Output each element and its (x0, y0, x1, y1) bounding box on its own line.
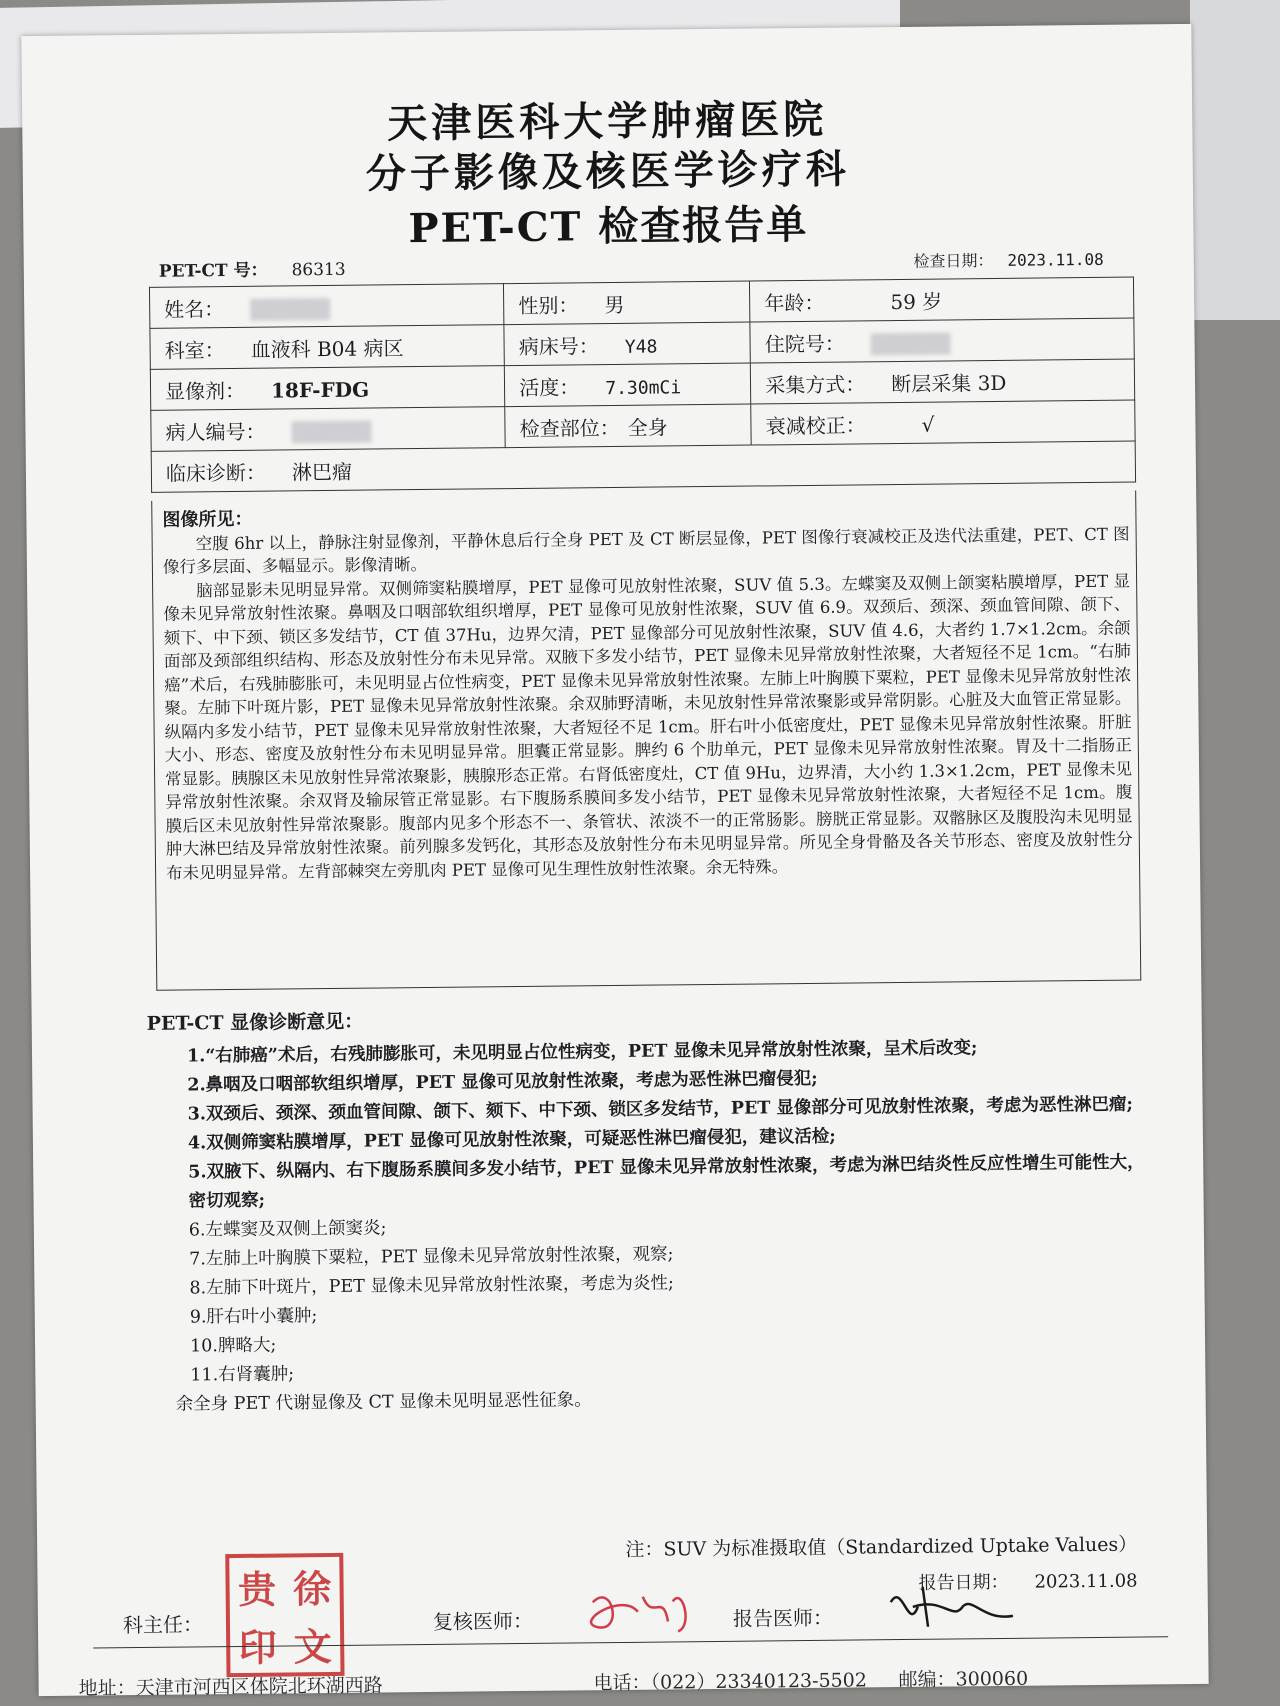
exam-date-label: 检查日期： (913, 251, 994, 271)
diagnosis-item: 11.右肾囊肿; (190, 1364, 295, 1386)
dept-cell (150, 325, 505, 370)
site-label: 检查部位： (519, 415, 620, 441)
findings-section (151, 491, 1141, 991)
activity-cell (505, 363, 751, 407)
name-label: 姓名： (164, 296, 225, 322)
redacted-patient-no (291, 421, 371, 444)
reviewer-signature (583, 1581, 704, 1642)
stamp-char: 印 (238, 1625, 277, 1670)
background-paper-edge (1190, 0, 1280, 320)
clinical-label: 临床诊断： (165, 460, 267, 486)
mode-value: 断层采集 3D (891, 370, 1007, 396)
exam-date-value: 2023.11.08 (1007, 249, 1104, 270)
stamp-char: 文 (293, 1624, 332, 1670)
agent-label: 显像剂： (164, 378, 246, 404)
findings-paragraph-2: 脑部显影未见明显异常。双侧筛窦粘膜增厚，PET 显像可见放射性浓聚，SUV 值 5.3。左蝶窦及双侧上颌窦粘膜增厚，PET 显像未见异常放射性浓聚。鼻咽及口咽部软组织增厚，PET 显像可见放射性浓聚，SUV 值 6.9。双颈后、颈深、颈血管间隙、颌下、颏下、中下颈、锁区多发结节，CT 值 37Hu，边界欠清，PET 显像部分可见放射性浓聚，SUV 值 4.6，大者约 1.7×1.2cm。余颌面部及颈部组织结构、形态及放射性分布未见异常。双腋下多发小结节，PET 显像未见异常放射性浓聚，大者短径不足 1cm。“右肺癌”术后，右残肺膨胀可，未见明显占位性病变，PET 显像未见异常放射性浓聚。左肺上叶胸膜下粟粒，PET 显像未见异常放射性浓聚。左肺下叶斑片影，PET 显像未见异常放射性浓聚。余双肺野清晰，未见放射性异常浓聚影或异常阴影。心脏及大血管正常显影。纵隔内多发小结节，PET 显像未见异常放射性浓聚，大者短径不足 1cm。肝右叶小低密度灶，PET 显像未见异常放射性浓聚。肝脏大小、形态、密度及放射性分布未见明显异常。胆囊正常显影。脾约 6 个肋单元，PET 显像未见异常放射性浓聚。胃及十二指肠正常显影。胰腺区未见放射性异常浓聚影，胰腺形态正常。右肾低密度灶，CT 值 9Hu，边界清，大小约 1.3×1.2cm，PET 显像未见异常放射性浓聚。余双肾及输尿管正常显影。右下腹肠系膜间多发小结节，PET 显像未见异常放射性浓聚，大者短径不足 1cm。腹膜后区未见放射性异常浓聚影。腹部内见多个形态不一、条管状、浓淡不一的正常肠影。膀胱正常显影。双髂脉区及腹股沟未见明显肿大淋巴结及异常放射性浓聚。前列腺多发钙化，其形态及放射性分布未见明显异常。所见全身骨骼及各关节形态、密度及放射性分布未见明显异常。左背部棘突左旁肌肉 PET 显像可见生理性放射性浓聚。余无特殊。 (163, 571, 1133, 883)
sex-cell (504, 281, 750, 325)
address: 地址：天津市河西区体院北环湖西路 (78, 1674, 383, 1700)
dept-label: 科室： (164, 337, 225, 363)
patient-no-cell (151, 407, 506, 452)
agent-cell (150, 366, 505, 411)
suv-note: 注：SUV 为标准摄取值（Standardized Uptake Values） (625, 1533, 1138, 1561)
diagnosis-item: 2.鼻咽及口咽部软组织增厚，PET 显像可见放射性浓聚，考虑为恶性淋巴瘤侵犯; (187, 1068, 818, 1096)
petct-number (159, 255, 346, 282)
diagnosis-title: PET-CT 显像诊断意见： (146, 1010, 364, 1035)
diagnosis-item: 10.脾略大; (189, 1335, 277, 1357)
decay-check: √ (921, 412, 935, 437)
site-cell (505, 404, 751, 448)
redacted-admission (871, 332, 951, 355)
findings-title: 图像所见： (162, 508, 253, 531)
report-date-value: 2023.11.08 (1034, 1570, 1138, 1593)
name-cell (149, 284, 504, 329)
diagnosis-item: 8.左肺下叶斑片，PET 显像未见异常放射性浓聚，考虑为炎性; (189, 1273, 674, 1299)
clinical-value: 淋巴瘤 (291, 459, 353, 484)
department-name: 分子影像及核医学诊疗科 (365, 145, 851, 198)
stamp-char: 贵 (237, 1567, 277, 1613)
reviewer-label: 复核医师： (432, 1608, 534, 1634)
report-sheet (21, 24, 1208, 1700)
activity-value: 7.30mCi (605, 376, 682, 399)
admission-cell (750, 318, 1134, 363)
petct-number-label: PET-CT 号： (158, 260, 268, 282)
signature-row (93, 1586, 1168, 1648)
bed-label: 病床号： (518, 333, 599, 359)
reporter-signature (883, 1576, 1024, 1637)
site-value: 全身 (627, 414, 668, 440)
age-value: 59 岁 (890, 289, 943, 314)
diagnosis-item: 5.双腋下、纵隔内、右下腹肠系膜间多发小结节，PET 显像未见异常放射性浓聚，考虑为淋巴结炎性反应性增生可能性大，密切观察; (188, 1152, 1145, 1212)
patient-no-label: 病人编号： (165, 419, 266, 445)
diagnosis-item: 4.双侧筛窦粘膜增厚，PET 显像可见放射性浓聚，可疑恶性淋巴瘤侵犯，建议活检; (187, 1126, 836, 1154)
admission-label: 住院号： (764, 331, 845, 356)
diagnosis-item: 7.左肺上叶胸膜下粟粒，PET 显像未见异常放射性浓聚，观察; (189, 1244, 674, 1270)
director-label: 科主任： (122, 1612, 204, 1638)
sex-label: 性别： (518, 292, 579, 318)
phone: 电话：（022）23340123-5502 (593, 1669, 867, 1695)
diagnosis-item: 1.“右肺癌”术后，右残肺膨胀可，未见明显占位性病变，PET 显像未见异常放射性浓聚，呈术后改变; (186, 1038, 978, 1067)
exam-date (913, 247, 1104, 272)
diagnosis-closing: 余全身 PET 代谢显像及 CT 显像未见明显恶性征象。 (175, 1390, 592, 1415)
postcode: 邮编：300060 (898, 1667, 1029, 1692)
sex-value: 男 (604, 292, 625, 317)
diagnosis-item: 6.左蝶窦及双侧上颌窦炎; (188, 1218, 387, 1241)
bed-value: Y48 (624, 336, 658, 358)
diagnosis-section (147, 999, 1151, 1419)
diagnosis-item: 3.双颈后、颈深、颈血管间隙、颌下、颏下、中下颈、锁区多发结节，PET 显像部分可见放射性浓聚，考虑为恶性淋巴瘤; (187, 1094, 1134, 1125)
report-date-label: 报告日期： (918, 1571, 1009, 1594)
mode-label: 采集方式： (765, 371, 866, 397)
decay-cell (751, 400, 1135, 445)
agent-value: 18F-FDG (270, 377, 370, 403)
stamp-char: 徐 (292, 1567, 332, 1612)
mode-cell (751, 359, 1135, 404)
age-cell (750, 277, 1134, 322)
hospital-name: 天津医科大学肿瘤医院 (387, 95, 828, 148)
bed-cell (504, 322, 750, 366)
age-label: 年龄： (764, 290, 825, 315)
decay-label: 衰减校正： (765, 412, 866, 438)
patient-info-table (149, 277, 1136, 493)
findings-paragraph-1: 空腹 6hr 以上，静脉注射显像剂，平静休息后行全身 PET 及 CT 断层显像，PET 图像行衰减校正及迭代法重建，PET、CT 图像行多层面、多幅显示。影像清晰。 (162, 524, 1130, 577)
petct-number-value: 86313 (291, 259, 346, 281)
diagnosis-list (147, 1032, 1151, 1390)
reporter-label: 报告医师： (732, 1605, 834, 1631)
report-title: PET-CT 检查报告单 (408, 200, 809, 253)
activity-label: 活度： (519, 374, 580, 400)
redacted-name (250, 298, 330, 321)
dept-value: 血液科 B04 病区 (250, 335, 404, 362)
diagnosis-item: 9.肝右叶小囊肿; (189, 1306, 318, 1328)
